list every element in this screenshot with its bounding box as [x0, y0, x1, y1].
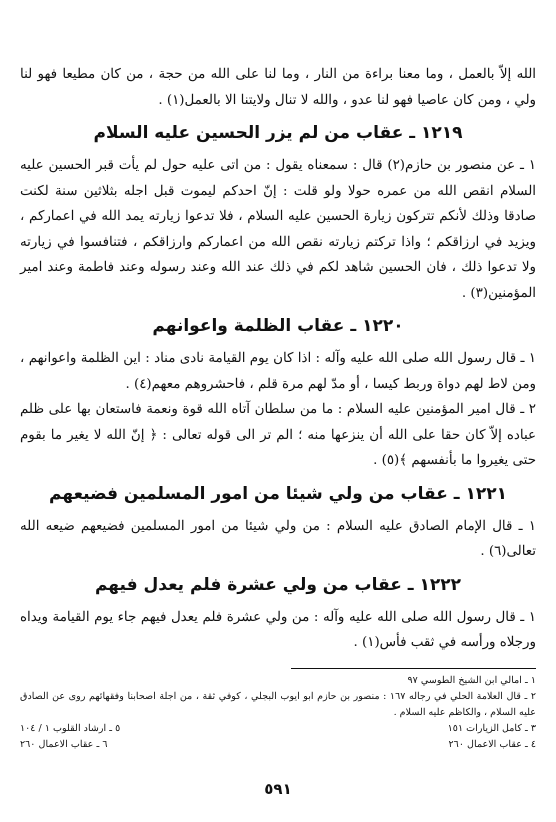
section-1221	[20, 480, 536, 565]
hadith-paragraph: ١ ـ قال رسول الله صلى الله عليه وآله : اذا كان يوم القيامة نادى مناد : اين الظلمة واعوانهم ، ومن لاط لهم دواة وربط كيسا ، أو مدّ لهم مرة قلم ، فاحشروهم معهم(٤) .	[20, 351, 536, 392]
section-heading: ١٢٢١ ـ عقاب من ولي شيئا من امور المسلمين فضيعهم	[49, 483, 507, 504]
hadith-paragraph: ١ ـ عن منصور بن حازم(٢) قال : سمعناه يقول : من اتى عليه حول لم يأت قبر الحسين عليه السلام انقص الله من عمره حولا ولو قلت : إنّ احدكم ليموت قبل اجله بثلاثين سنة لكنت صادقا وذلك لأنكم تتركون زيارة الحسين عليه السلام ، فلا تدعوا زيارته يمد الله في اعماركم ، ويزيد في ارزاقكم ؛ واذا تركتم زيارته نقص الله من اعماركم وارزاقكم ، فتنافسوا في زيارته ولا تدعوا ذلك ، فان الحسين شاهد لكم في ذلك عند الله وعند رسوله وعند فاطمة وعند امير المؤمنين(٣) .	[20, 158, 536, 301]
footnote-6: ٦ ـ عقاب الاعمال ٢٦٠	[20, 738, 108, 750]
footnote-1: ١ ـ امالي ابن الشيخ الطوسي ٩٧	[407, 674, 536, 686]
hadith-paragraph: ١ ـ قال رسول الله صلى الله عليه وآله : من ولي عشرة فلم يعدل فيهم جاء يوم القيامة ويداه ورجلاه ورأسه في ثقب فأس(١) .	[20, 609, 536, 650]
footnotes	[20, 673, 536, 753]
section-heading: ١٢٢٢ ـ عقاب من ولي عشرة فلم يعدل فيهم	[94, 574, 462, 595]
footnote-3: ٣ ـ كامل الزيارات ١٥١	[447, 722, 536, 734]
hadith-paragraph: ٢ ـ قال امير المؤمنين عليه السلام : ما من سلطان آتاه الله قوة ونعمة فاستعان بها على ظلم عباده إلاّ كان حقا على الله أن ينزعها منه ؛ الم تر الى قوله تعالى : ﴿ إنّ الله لا يغير ما بقوم حتى يغيروا ما بأنفسهم ﴾(٥) .	[20, 402, 536, 468]
footnote-row	[20, 737, 536, 753]
section-heading: ١٢١٩ ـ عقاب من لم يزر الحسين عليه السلام	[93, 123, 463, 143]
section-heading: ١٢٢٠ ـ عقاب الظلمة واعوانهم	[152, 316, 404, 336]
footnote-4: ٤ ـ عقاب الاعمال ٢٦٠	[448, 738, 536, 750]
section-1220	[20, 312, 536, 474]
footnote-row	[20, 721, 536, 737]
page-body	[20, 62, 536, 753]
footnote-2: ٢ ـ قال العلامة الحلي في رجاله ١٦٧ : منصور بن حازم ابو ايوب البجلي ، كوفي ثقة ، من اجلة اصحابنا وفقهائهم روى عن الصادق عليه السلام ، والكاظم عليه السلام .	[20, 690, 536, 718]
footnote-divider	[291, 668, 536, 669]
footnote-5: ٥ ـ ارشاد القلوب ١ / ١٠٤	[20, 722, 121, 734]
hadith-paragraph: ١ ـ قال الإمام الصادق عليه السلام : من ولي شيئا من امور المسلمين فضيعهم ضيعه الله تعالى(٦) .	[20, 518, 536, 559]
page-number: ٥٩١	[264, 780, 292, 798]
section-1222	[20, 571, 536, 656]
section-1219	[20, 119, 536, 306]
intro-paragraph: الله إلاّ بالعمل ، وما معنا براءة من النار ، وما لنا على الله من حجة ، من كان مطيعا فهو لنا ولي ، ومن كان عاصيا فهو لنا عدو ، والله لا تنال ولايتنا الا بالعمل(١) .	[20, 67, 536, 108]
